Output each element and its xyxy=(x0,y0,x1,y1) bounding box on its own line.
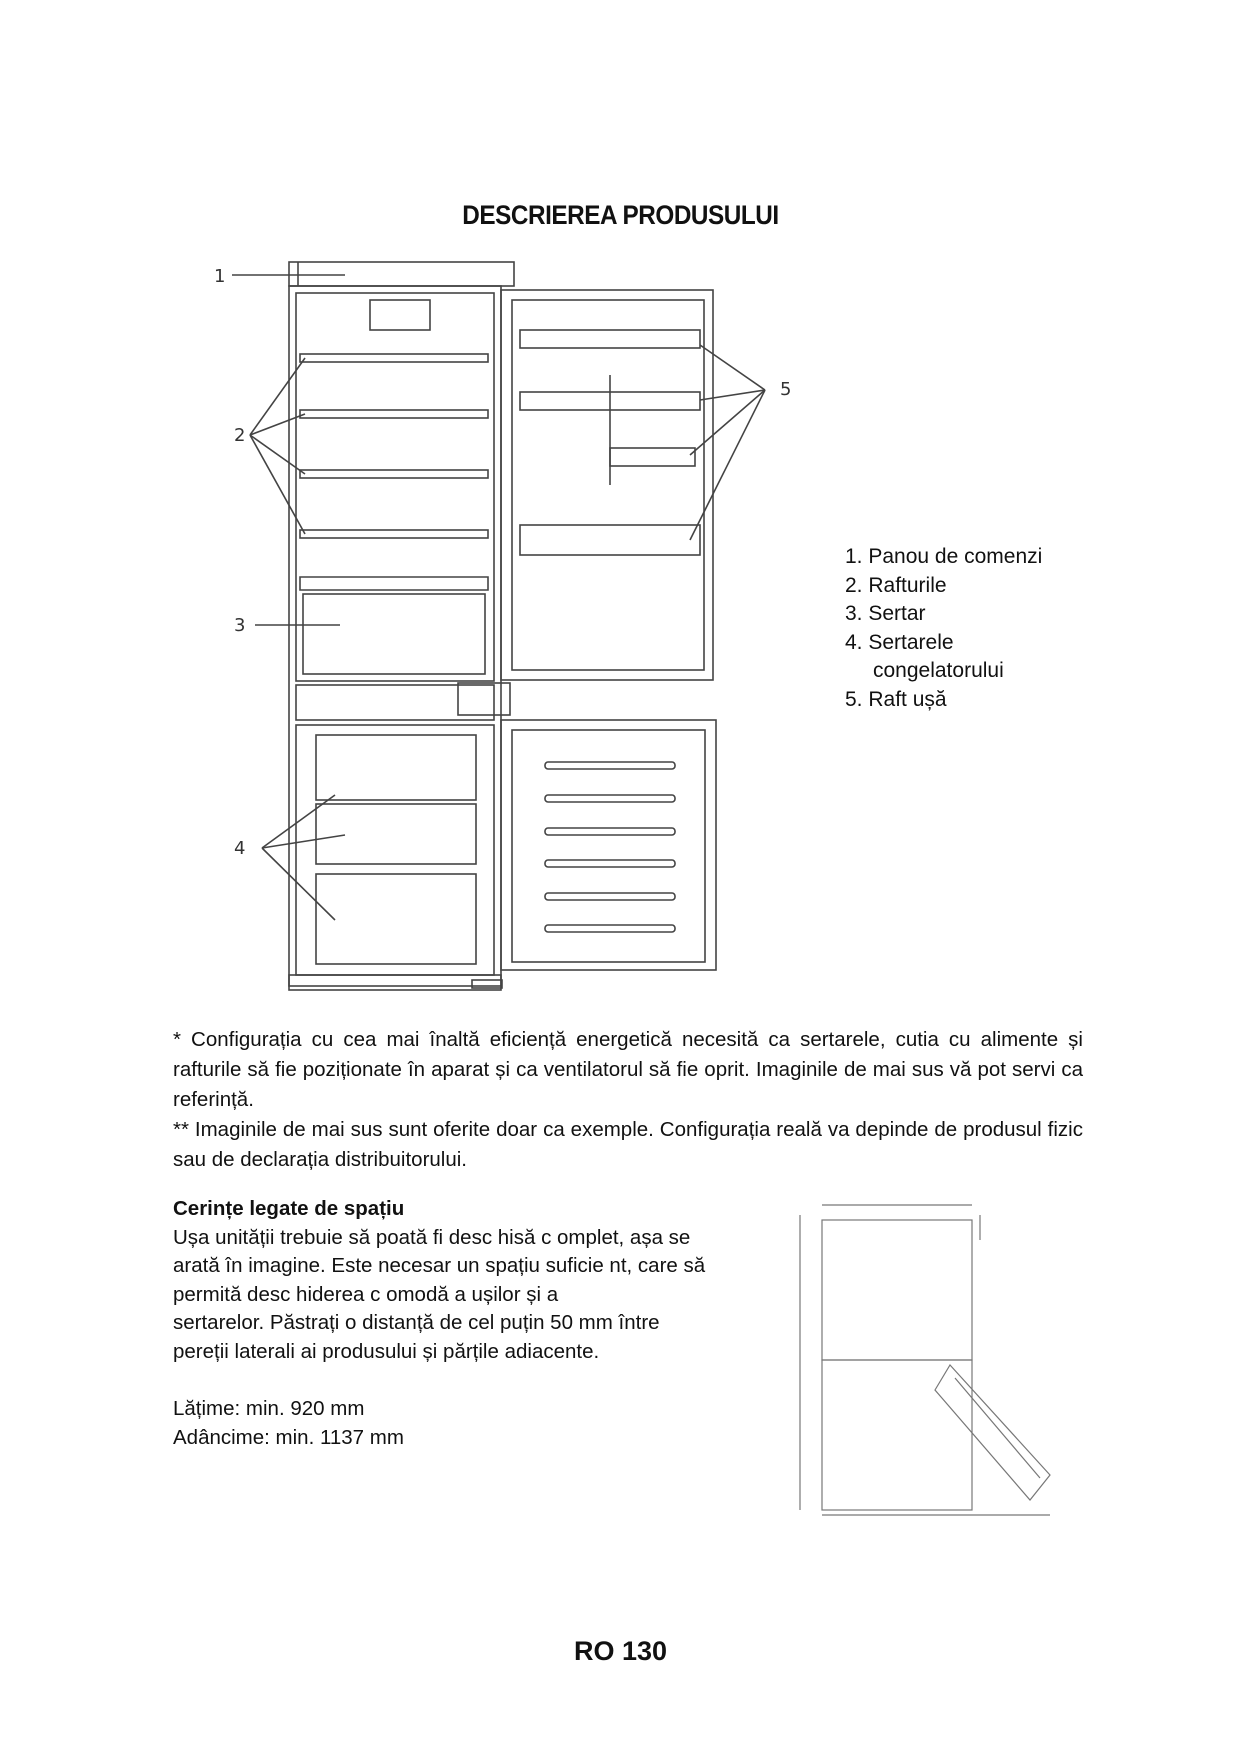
callout-1: 1 xyxy=(214,266,226,287)
note-2: ** Imaginile de mai sus sunt oferite doar ca exemple. Configurația reală va depinde de produsul fizic sau de declarația distribuitorului. xyxy=(173,1118,1083,1171)
page-title: DESCRIEREA PRODUSULUI xyxy=(462,200,779,230)
width-dimension: Lățime: min. 920 mm xyxy=(173,1397,365,1420)
callout-3: 3 xyxy=(234,615,246,636)
callout-5: 5 xyxy=(780,379,792,400)
clearance-diagram xyxy=(800,1205,1050,1515)
legend-item-4-cont: congelatorului xyxy=(873,659,1004,682)
note-1: * Configurația cu cea mai înaltă eficiență energetică necesită ca sertarele, cutia cu alimente și rafturile să fie poziționate în aparat și ca ventilatorul să fie oprit. Imaginile de mai sus vă pot servi ca referință. xyxy=(173,1028,1083,1111)
space-requirements xyxy=(173,1195,733,1366)
shelves xyxy=(300,354,488,538)
legend-item-4: 4. Sertarele xyxy=(845,630,954,654)
space-line: sertarelor. Păstrați o distanță de cel puțin 50 mm între xyxy=(173,1311,660,1334)
depth-dimension: Adâncime: min. 1137 mm xyxy=(173,1425,404,1449)
space-line: Ușa unității trebuie să poată fi desc hisă c omplet, așa se xyxy=(173,1225,691,1249)
legend-item-3: 3. Sertar xyxy=(845,602,926,625)
legend xyxy=(845,543,1042,714)
space-heading: Cerințe legate de spațiu xyxy=(173,1197,405,1220)
freezer-drawers xyxy=(316,735,476,964)
legend-item-2: 2. Rafturile xyxy=(845,573,947,597)
space-line: permită desc hiderea c omodă a ușilor și a xyxy=(173,1282,559,1306)
legend-item-5: 5. Raft ușă xyxy=(845,687,947,711)
door-shelf xyxy=(520,330,700,348)
control-panel xyxy=(289,262,514,286)
callout-2: 2 xyxy=(234,425,246,446)
page-number: RO 130 xyxy=(573,1636,668,1666)
crisper-drawer xyxy=(303,594,485,674)
callout-4: 4 xyxy=(234,838,246,859)
space-line: arată în imagine. Este necesar un spațiu suficie nt, care să xyxy=(173,1254,706,1277)
space-line: pereții laterali ai produsului și părțile adiacente. xyxy=(173,1339,600,1363)
notes xyxy=(173,1025,1083,1175)
dimensions xyxy=(173,1395,404,1452)
legend-item-1: 1. Panou de comenzi xyxy=(845,545,1043,568)
